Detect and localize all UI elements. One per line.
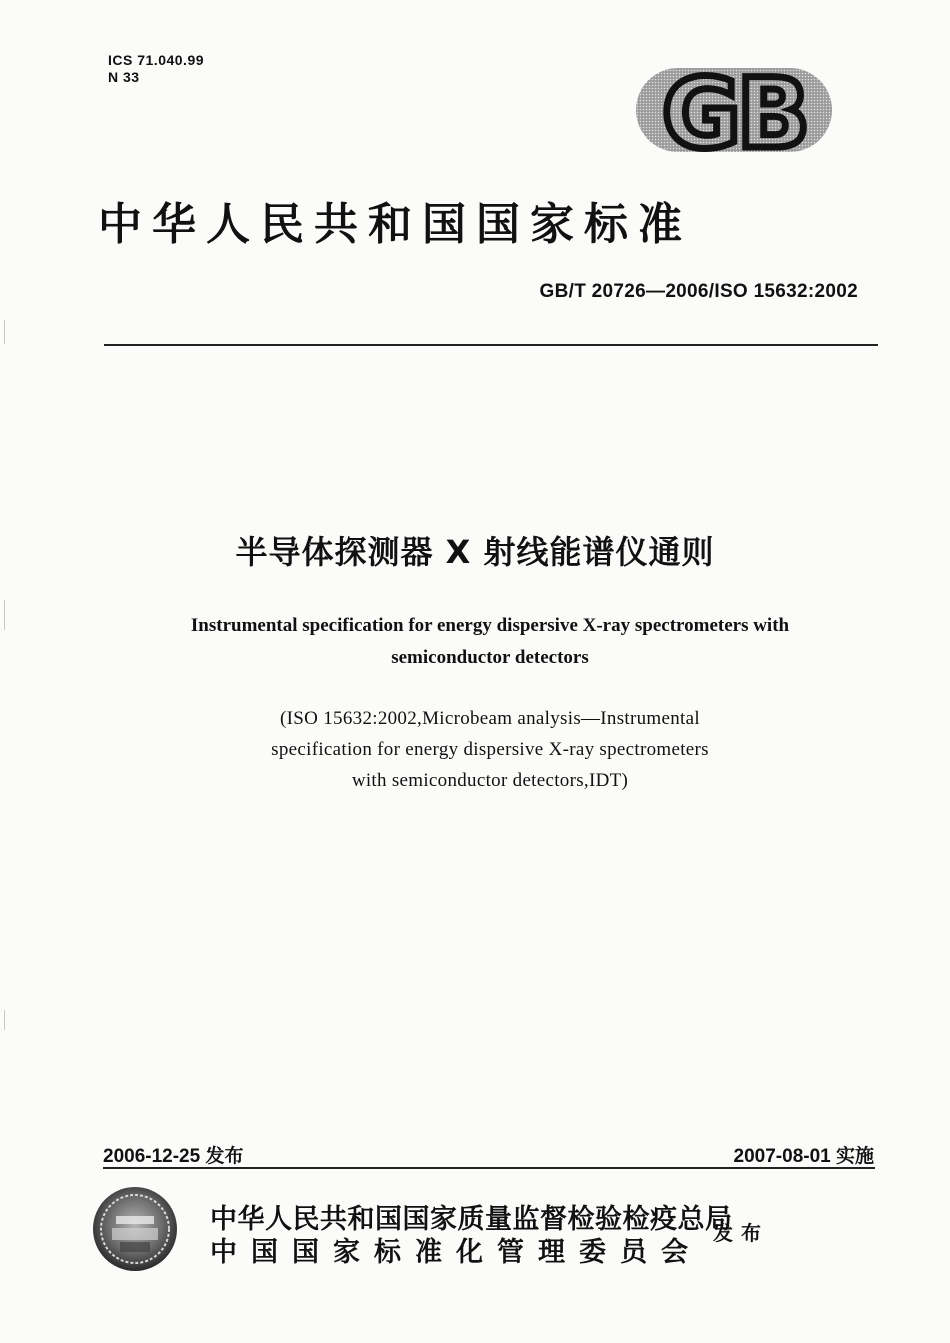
iso-reference (160, 703, 820, 796)
ccs-code: N 33 (108, 69, 140, 85)
issuer-line-1: 中华人民共和国国家质量监督检验检疫总局 (210, 1204, 733, 1235)
edge-mark (4, 600, 5, 630)
gb-logo-text: GB (662, 60, 806, 160)
issuer-line-2: 中国国家标准化管理委员会 (210, 1237, 702, 1268)
edge-mark (4, 320, 5, 344)
edge-mark (4, 1010, 5, 1030)
main-title: 中华人民共和国国家标准 (98, 199, 692, 250)
official-seal-emblem (92, 1186, 178, 1272)
iso-reference-line-3: with semiconductor detectors,IDT) (351, 770, 629, 791)
english-title-line-1: Instrumental specification for energy dispersive X-ray spectrometers with (190, 615, 790, 636)
gb-logo (636, 60, 832, 160)
iso-reference-line-1: (ISO 15632:2002,Microbeam analysis—Instrumental (280, 708, 700, 729)
bottom-divider (103, 1167, 875, 1169)
ics-code: ICS 71.040.99 (108, 52, 205, 68)
iso-reference-line-2: specification for energy dispersive X-ray spectrometers (271, 739, 709, 760)
implementation-date: 2007-08-01 实施 (733, 1146, 874, 1167)
english-title-line-2: semiconductor detectors (391, 647, 589, 668)
issue-date: 2006-12-25 发布 (103, 1146, 244, 1167)
chinese-title: 半导体探测器 X 射线能谱仪通则 (235, 533, 715, 571)
ics-code-block (108, 52, 204, 86)
publish-label: 发布 (713, 1221, 769, 1245)
top-divider (104, 344, 878, 346)
english-title (60, 610, 920, 674)
standard-number: GB/T 20726—2006/ISO 15632:2002 (539, 281, 858, 302)
